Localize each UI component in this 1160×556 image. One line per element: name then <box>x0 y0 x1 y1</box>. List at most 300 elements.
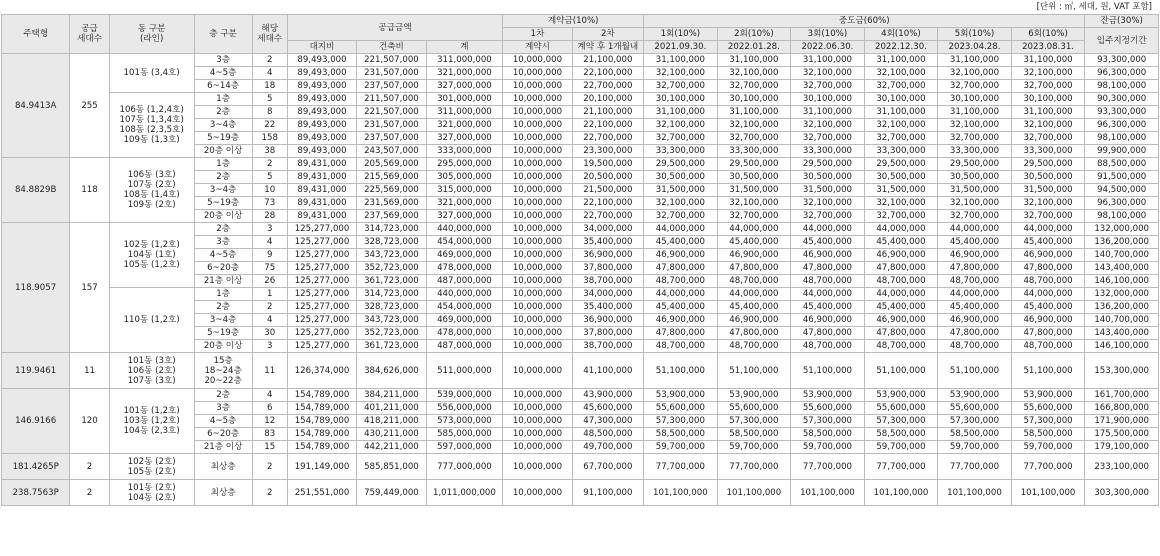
total-price-cell: 469,000,000 <box>426 314 503 327</box>
middle-payment-1-cell: 32,700,000 <box>644 132 718 145</box>
land-price-cell: 89,431,000 <box>287 197 356 210</box>
middle-payment-5-cell: 59,700,000 <box>938 441 1012 454</box>
land-price-cell: 154,789,000 <box>287 415 356 428</box>
middle-payment-2-cell: 55,600,000 <box>717 402 791 415</box>
dong-cell: 101동 (1,2호) 103동 (1,2호) 104동 (2,3호) <box>109 389 194 454</box>
middle-payment-3-cell: 32,700,000 <box>791 80 865 93</box>
building-price-cell: 205,569,000 <box>357 158 426 171</box>
header-m4-date: 2022.12.30. <box>864 41 938 54</box>
total-price-cell: 305,000,000 <box>426 171 503 184</box>
units-cell: 75 <box>252 262 287 275</box>
total-price-cell: 777,000,000 <box>426 454 503 480</box>
middle-payment-2-cell: 48,700,000 <box>717 275 791 288</box>
land-price-cell: 125,277,000 <box>287 301 356 314</box>
middle-payment-1-cell: 31,100,000 <box>644 54 718 67</box>
deposit1-cell: 10,000,000 <box>503 93 572 106</box>
house-type-cell: 146.9166 <box>2 389 70 454</box>
total-price-cell: 321,000,000 <box>426 119 503 132</box>
deposit1-cell: 10,000,000 <box>503 415 572 428</box>
supply-units-cell: 11 <box>70 353 109 389</box>
land-price-cell: 89,493,000 <box>287 106 356 119</box>
middle-payment-2-cell: 58,500,000 <box>717 428 791 441</box>
middle-payment-4-cell: 101,100,000 <box>864 480 938 506</box>
floor-cell: 3층 <box>194 402 252 415</box>
units-cell: 3 <box>252 340 287 353</box>
header-units: 해당 세대수 <box>252 15 287 54</box>
middle-payment-5-cell: 53,900,000 <box>938 389 1012 402</box>
balance-cell: 175,500,000 <box>1085 428 1159 441</box>
house-type-cell: 238.7563P <box>2 480 70 506</box>
building-price-cell: 361,723,000 <box>357 340 426 353</box>
house-type-cell: 84.8829B <box>2 158 70 223</box>
land-price-cell: 125,277,000 <box>287 275 356 288</box>
units-cell: 18 <box>252 80 287 93</box>
deposit2-cell: 91,100,000 <box>572 480 643 506</box>
table-body <box>2 54 1159 506</box>
total-price-cell: 321,000,000 <box>426 67 503 80</box>
deposit1-cell: 10,000,000 <box>503 389 572 402</box>
house-type-cell: 84.9413A <box>2 54 70 158</box>
middle-payment-6-cell: 32,100,000 <box>1011 119 1085 132</box>
header-d1-time: 계약시 <box>503 41 572 54</box>
floor-cell: 6~14층 <box>194 80 252 93</box>
middle-payment-6-cell: 57,300,000 <box>1011 415 1085 428</box>
middle-payment-1-cell: 58,500,000 <box>644 428 718 441</box>
balance-cell: 98,100,000 <box>1085 210 1159 223</box>
middle-payment-3-cell: 47,800,000 <box>791 327 865 340</box>
units-cell: 83 <box>252 428 287 441</box>
house-type-cell: 119.9461 <box>2 353 70 389</box>
deposit2-cell: 19,500,000 <box>572 158 643 171</box>
middle-payment-4-cell: 32,100,000 <box>864 119 938 132</box>
middle-payment-4-cell: 48,700,000 <box>864 340 938 353</box>
dong-cell: 110동 (1,2호) <box>109 288 194 353</box>
building-price-cell: 352,723,000 <box>357 262 426 275</box>
floor-cell: 2층 <box>194 171 252 184</box>
middle-payment-4-cell: 55,600,000 <box>864 402 938 415</box>
units-cell: 4 <box>252 314 287 327</box>
middle-payment-3-cell: 44,000,000 <box>791 223 865 236</box>
middle-payment-6-cell: 47,800,000 <box>1011 262 1085 275</box>
deposit1-cell: 10,000,000 <box>503 67 572 80</box>
balance-cell: 94,500,000 <box>1085 184 1159 197</box>
supply-units-cell: 118 <box>70 158 109 223</box>
deposit2-cell: 37,800,000 <box>572 262 643 275</box>
total-price-cell: 454,000,000 <box>426 301 503 314</box>
middle-payment-2-cell: 44,000,000 <box>717 288 791 301</box>
middle-payment-2-cell: 32,100,000 <box>717 67 791 80</box>
building-price-cell: 352,723,000 <box>357 327 426 340</box>
dong-cell: 102동 (1,2호) 104동 (1호) 105동 (1,2호) <box>109 223 194 288</box>
table-row <box>2 54 1159 67</box>
total-price-cell: 333,000,000 <box>426 145 503 158</box>
land-price-cell: 154,789,000 <box>287 389 356 402</box>
middle-payment-2-cell: 45,400,000 <box>717 301 791 314</box>
middle-payment-2-cell: 53,900,000 <box>717 389 791 402</box>
balance-cell: 140,700,000 <box>1085 249 1159 262</box>
header-supply-units: 공급 세대수 <box>70 15 109 54</box>
middle-payment-5-cell: 32,100,000 <box>938 119 1012 132</box>
middle-payment-5-cell: 48,700,000 <box>938 275 1012 288</box>
land-price-cell: 89,493,000 <box>287 54 356 67</box>
middle-payment-1-cell: 32,100,000 <box>644 119 718 132</box>
middle-payment-4-cell: 32,700,000 <box>864 210 938 223</box>
units-cell: 22 <box>252 119 287 132</box>
building-price-cell: 237,507,000 <box>357 80 426 93</box>
middle-payment-6-cell: 30,500,000 <box>1011 171 1085 184</box>
header-m6: 6회(10%) <box>1011 28 1085 41</box>
building-price-cell: 430,211,000 <box>357 428 426 441</box>
deposit1-cell: 10,000,000 <box>503 132 572 145</box>
total-price-cell: 511,000,000 <box>426 353 503 389</box>
building-price-cell: 418,211,000 <box>357 415 426 428</box>
middle-payment-2-cell: 45,400,000 <box>717 236 791 249</box>
total-price-cell: 295,000,000 <box>426 158 503 171</box>
floor-cell: 6~20층 <box>194 428 252 441</box>
header-m5: 5회(10%) <box>938 28 1012 41</box>
middle-payment-2-cell: 31,500,000 <box>717 184 791 197</box>
middle-payment-3-cell: 45,400,000 <box>791 236 865 249</box>
header-middle: 중도금(60%) <box>644 15 1085 28</box>
dong-cell: 106동 (1,2,4호) 107동 (1,3,4호) 108동 (2,3,5호) 109동 (1,3호) <box>109 93 194 158</box>
floor-cell: 3층 <box>194 236 252 249</box>
deposit1-cell: 10,000,000 <box>503 402 572 415</box>
building-price-cell: 328,723,000 <box>357 301 426 314</box>
middle-payment-4-cell: 48,700,000 <box>864 275 938 288</box>
deposit1-cell: 10,000,000 <box>503 441 572 454</box>
building-price-cell: 585,851,000 <box>357 454 426 480</box>
table-row <box>2 454 1159 480</box>
middle-payment-1-cell: 47,800,000 <box>644 327 718 340</box>
floor-cell: 4~5층 <box>194 415 252 428</box>
middle-payment-2-cell: 44,000,000 <box>717 223 791 236</box>
units-cell: 8 <box>252 106 287 119</box>
middle-payment-6-cell: 47,800,000 <box>1011 327 1085 340</box>
middle-payment-1-cell: 47,800,000 <box>644 262 718 275</box>
building-price-cell: 314,723,000 <box>357 288 426 301</box>
floor-cell: 21층 이상 <box>194 441 252 454</box>
table-row <box>2 480 1159 506</box>
deposit2-cell: 48,500,000 <box>572 428 643 441</box>
header-m4: 4회(10%) <box>864 28 938 41</box>
total-price-cell: 573,000,000 <box>426 415 503 428</box>
floor-cell: 최상층 <box>194 480 252 506</box>
middle-payment-1-cell: 44,000,000 <box>644 288 718 301</box>
balance-cell: 233,100,000 <box>1085 454 1159 480</box>
middle-payment-1-cell: 32,700,000 <box>644 80 718 93</box>
middle-payment-5-cell: 32,700,000 <box>938 210 1012 223</box>
middle-payment-5-cell: 45,400,000 <box>938 301 1012 314</box>
units-cell: 4 <box>252 67 287 80</box>
total-price-cell: 440,000,000 <box>426 223 503 236</box>
floor-cell: 20층 이상 <box>194 210 252 223</box>
total-price-cell: 478,000,000 <box>426 262 503 275</box>
deposit1-cell: 10,000,000 <box>503 184 572 197</box>
header-balance-time: 입주지정기간 <box>1085 28 1159 54</box>
header-house-type: 주택형 <box>2 15 70 54</box>
middle-payment-3-cell: 47,800,000 <box>791 262 865 275</box>
deposit2-cell: 45,600,000 <box>572 402 643 415</box>
header-m3-date: 2022.06.30. <box>791 41 865 54</box>
units-cell: 4 <box>252 236 287 249</box>
land-price-cell: 89,493,000 <box>287 93 356 106</box>
middle-payment-5-cell: 30,500,000 <box>938 171 1012 184</box>
middle-payment-6-cell: 101,100,000 <box>1011 480 1085 506</box>
header-d1: 1차 <box>503 28 572 41</box>
middle-payment-1-cell: 101,100,000 <box>644 480 718 506</box>
middle-payment-3-cell: 48,700,000 <box>791 340 865 353</box>
total-price-cell: 315,000,000 <box>426 184 503 197</box>
middle-payment-3-cell: 51,100,000 <box>791 353 865 389</box>
floor-cell: 6~20층 <box>194 262 252 275</box>
middle-payment-1-cell: 59,700,000 <box>644 441 718 454</box>
floor-cell: 5~19층 <box>194 197 252 210</box>
middle-payment-2-cell: 32,700,000 <box>717 132 791 145</box>
units-cell: 158 <box>252 132 287 145</box>
middle-payment-2-cell: 32,100,000 <box>717 197 791 210</box>
middle-payment-6-cell: 48,700,000 <box>1011 340 1085 353</box>
floor-cell: 2층 <box>194 301 252 314</box>
land-price-cell: 89,431,000 <box>287 210 356 223</box>
balance-cell: 90,300,000 <box>1085 93 1159 106</box>
middle-payment-6-cell: 53,900,000 <box>1011 389 1085 402</box>
balance-cell: 136,200,000 <box>1085 236 1159 249</box>
middle-payment-3-cell: 32,700,000 <box>791 210 865 223</box>
land-price-cell: 125,277,000 <box>287 314 356 327</box>
middle-payment-5-cell: 48,700,000 <box>938 340 1012 353</box>
deposit1-cell: 10,000,000 <box>503 80 572 93</box>
total-price-cell: 585,000,000 <box>426 428 503 441</box>
middle-payment-6-cell: 32,100,000 <box>1011 197 1085 210</box>
table-row <box>2 158 1159 171</box>
land-price-cell: 89,493,000 <box>287 145 356 158</box>
land-price-cell: 89,431,000 <box>287 171 356 184</box>
header-land: 대지비 <box>287 41 356 54</box>
balance-cell: 171,900,000 <box>1085 415 1159 428</box>
middle-payment-1-cell: 46,900,000 <box>644 314 718 327</box>
deposit2-cell: 20,100,000 <box>572 93 643 106</box>
middle-payment-4-cell: 32,700,000 <box>864 80 938 93</box>
floor-cell: 1층 <box>194 288 252 301</box>
middle-payment-5-cell: 55,600,000 <box>938 402 1012 415</box>
deposit2-cell: 21,100,000 <box>572 54 643 67</box>
middle-payment-4-cell: 44,000,000 <box>864 223 938 236</box>
middle-payment-1-cell: 33,300,000 <box>644 145 718 158</box>
middle-payment-6-cell: 58,500,000 <box>1011 428 1085 441</box>
middle-payment-1-cell: 45,400,000 <box>644 236 718 249</box>
floor-cell: 3~4층 <box>194 184 252 197</box>
dong-cell: 101동 (3호) 106동 (2호) 107동 (3호) <box>109 353 194 389</box>
middle-payment-2-cell: 31,100,000 <box>717 106 791 119</box>
middle-payment-4-cell: 29,500,000 <box>864 158 938 171</box>
middle-payment-4-cell: 58,500,000 <box>864 428 938 441</box>
middle-payment-3-cell: 30,500,000 <box>791 171 865 184</box>
middle-payment-1-cell: 32,100,000 <box>644 197 718 210</box>
middle-payment-5-cell: 30,100,000 <box>938 93 1012 106</box>
table-row <box>2 389 1159 402</box>
middle-payment-2-cell: 31,100,000 <box>717 54 791 67</box>
middle-payment-3-cell: 53,900,000 <box>791 389 865 402</box>
middle-payment-2-cell: 47,800,000 <box>717 262 791 275</box>
units-cell: 1 <box>252 288 287 301</box>
middle-payment-1-cell: 77,700,000 <box>644 454 718 480</box>
middle-payment-5-cell: 31,500,000 <box>938 184 1012 197</box>
middle-payment-6-cell: 55,600,000 <box>1011 402 1085 415</box>
building-price-cell: 231,569,000 <box>357 197 426 210</box>
total-price-cell: 311,000,000 <box>426 106 503 119</box>
building-price-cell: 314,723,000 <box>357 223 426 236</box>
table-row <box>2 223 1159 236</box>
floor-cell: 20층 이상 <box>194 145 252 158</box>
floor-cell: 4~5층 <box>194 67 252 80</box>
building-price-cell: 384,626,000 <box>357 353 426 389</box>
units-cell: 2 <box>252 454 287 480</box>
land-price-cell: 251,551,000 <box>287 480 356 506</box>
middle-payment-4-cell: 45,400,000 <box>864 236 938 249</box>
deposit2-cell: 22,100,000 <box>572 67 643 80</box>
units-cell: 2 <box>252 301 287 314</box>
building-price-cell: 361,723,000 <box>357 275 426 288</box>
balance-cell: 99,900,000 <box>1085 145 1159 158</box>
total-price-cell: 440,000,000 <box>426 288 503 301</box>
middle-payment-1-cell: 31,100,000 <box>644 106 718 119</box>
balance-cell: 136,200,000 <box>1085 301 1159 314</box>
deposit1-cell: 10,000,000 <box>503 428 572 441</box>
deposit2-cell: 35,400,000 <box>572 301 643 314</box>
units-cell: 11 <box>252 353 287 389</box>
middle-payment-2-cell: 30,100,000 <box>717 93 791 106</box>
header-m1-date: 2021.09.30. <box>644 41 718 54</box>
middle-payment-3-cell: 29,500,000 <box>791 158 865 171</box>
deposit2-cell: 21,100,000 <box>572 106 643 119</box>
deposit2-cell: 22,700,000 <box>572 132 643 145</box>
middle-payment-5-cell: 32,100,000 <box>938 67 1012 80</box>
floor-cell: 2층 <box>194 223 252 236</box>
deposit2-cell: 35,400,000 <box>572 236 643 249</box>
land-price-cell: 125,277,000 <box>287 236 356 249</box>
header-d2-time: 계약 후 1개월내 <box>572 41 643 54</box>
balance-cell: 96,300,000 <box>1085 67 1159 80</box>
middle-payment-6-cell: 48,700,000 <box>1011 275 1085 288</box>
middle-payment-1-cell: 57,300,000 <box>644 415 718 428</box>
deposit2-cell: 47,300,000 <box>572 415 643 428</box>
units-cell: 6 <box>252 402 287 415</box>
balance-cell: 166,800,000 <box>1085 402 1159 415</box>
middle-payment-3-cell: 33,300,000 <box>791 145 865 158</box>
middle-payment-6-cell: 32,700,000 <box>1011 132 1085 145</box>
units-cell: 3 <box>252 223 287 236</box>
building-price-cell: 384,211,000 <box>357 389 426 402</box>
total-price-cell: 1,011,000,000 <box>426 480 503 506</box>
middle-payment-2-cell: 51,100,000 <box>717 353 791 389</box>
middle-payment-5-cell: 46,900,000 <box>938 314 1012 327</box>
middle-payment-2-cell: 57,300,000 <box>717 415 791 428</box>
middle-payment-5-cell: 31,100,000 <box>938 54 1012 67</box>
dong-cell: 101동 (2호) 104동 (2호) <box>109 480 194 506</box>
supply-units-cell: 157 <box>70 223 109 353</box>
deposit1-cell: 10,000,000 <box>503 340 572 353</box>
house-type-cell: 181.4265P <box>2 454 70 480</box>
middle-payment-1-cell: 48,700,000 <box>644 275 718 288</box>
balance-cell: 303,300,000 <box>1085 480 1159 506</box>
middle-payment-6-cell: 59,700,000 <box>1011 441 1085 454</box>
deposit1-cell: 10,000,000 <box>503 262 572 275</box>
middle-payment-1-cell: 53,900,000 <box>644 389 718 402</box>
unit-note: [단위 : ㎡, 세대, 원, VAT 포함] <box>1036 2 1152 12</box>
deposit1-cell: 10,000,000 <box>503 480 572 506</box>
units-cell: 2 <box>252 54 287 67</box>
deposit1-cell: 10,000,000 <box>503 223 572 236</box>
middle-payment-5-cell: 46,900,000 <box>938 249 1012 262</box>
middle-payment-2-cell: 32,700,000 <box>717 210 791 223</box>
middle-payment-3-cell: 46,900,000 <box>791 249 865 262</box>
deposit1-cell: 10,000,000 <box>503 54 572 67</box>
middle-payment-2-cell: 32,700,000 <box>717 80 791 93</box>
floor-cell: 5~19층 <box>194 132 252 145</box>
balance-cell: 143,400,000 <box>1085 262 1159 275</box>
middle-payment-1-cell: 32,100,000 <box>644 67 718 80</box>
deposit2-cell: 22,100,000 <box>572 119 643 132</box>
middle-payment-6-cell: 32,700,000 <box>1011 80 1085 93</box>
middle-payment-4-cell: 31,100,000 <box>864 54 938 67</box>
middle-payment-4-cell: 57,300,000 <box>864 415 938 428</box>
middle-payment-6-cell: 31,100,000 <box>1011 106 1085 119</box>
total-price-cell: 469,000,000 <box>426 249 503 262</box>
deposit1-cell: 10,000,000 <box>503 288 572 301</box>
total-price-cell: 327,000,000 <box>426 132 503 145</box>
middle-payment-4-cell: 46,900,000 <box>864 314 938 327</box>
middle-payment-5-cell: 33,300,000 <box>938 145 1012 158</box>
balance-cell: 132,000,000 <box>1085 223 1159 236</box>
building-price-cell: 237,507,000 <box>357 132 426 145</box>
deposit1-cell: 10,000,000 <box>503 249 572 262</box>
deposit1-cell: 10,000,000 <box>503 327 572 340</box>
header-m3: 3회(10%) <box>791 28 865 41</box>
building-price-cell: 215,569,000 <box>357 171 426 184</box>
middle-payment-5-cell: 101,100,000 <box>938 480 1012 506</box>
deposit1-cell: 10,000,000 <box>503 158 572 171</box>
middle-payment-6-cell: 45,400,000 <box>1011 236 1085 249</box>
middle-payment-1-cell: 31,500,000 <box>644 184 718 197</box>
header-dong: 동 구분 (라인) <box>109 15 194 54</box>
deposit1-cell: 10,000,000 <box>503 171 572 184</box>
total-price-cell: 454,000,000 <box>426 236 503 249</box>
middle-payment-2-cell: 46,900,000 <box>717 249 791 262</box>
middle-payment-3-cell: 45,400,000 <box>791 301 865 314</box>
land-price-cell: 89,431,000 <box>287 158 356 171</box>
balance-cell: 88,500,000 <box>1085 158 1159 171</box>
deposit1-cell: 10,000,000 <box>503 314 572 327</box>
deposit2-cell: 43,900,000 <box>572 389 643 402</box>
building-price-cell: 211,507,000 <box>357 93 426 106</box>
middle-payment-3-cell: 46,900,000 <box>791 314 865 327</box>
deposit2-cell: 67,700,000 <box>572 454 643 480</box>
land-price-cell: 125,277,000 <box>287 327 356 340</box>
units-cell: 73 <box>252 197 287 210</box>
building-price-cell: 231,507,000 <box>357 119 426 132</box>
middle-payment-4-cell: 32,100,000 <box>864 67 938 80</box>
units-cell: 28 <box>252 210 287 223</box>
header-supply-amount: 공급금액 <box>287 15 502 41</box>
units-cell: 15 <box>252 441 287 454</box>
table-row <box>2 353 1159 389</box>
middle-payment-1-cell: 29,500,000 <box>644 158 718 171</box>
middle-payment-6-cell: 46,900,000 <box>1011 249 1085 262</box>
floor-cell: 3~4층 <box>194 119 252 132</box>
deposit2-cell: 38,700,000 <box>572 275 643 288</box>
deposit1-cell: 10,000,000 <box>503 106 572 119</box>
land-price-cell: 126,374,000 <box>287 353 356 389</box>
